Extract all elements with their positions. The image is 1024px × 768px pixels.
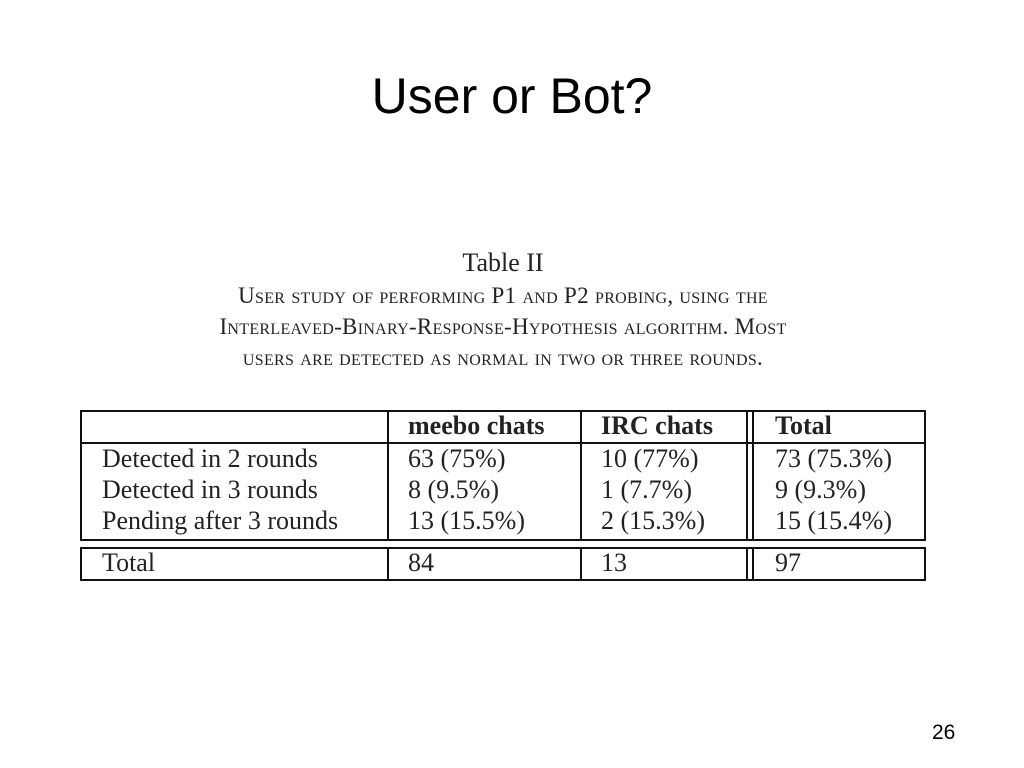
table-cell: 15 (15.4%) <box>775 506 892 535</box>
table-cell: 63 (75%) <box>408 444 506 473</box>
row-label: Detected in 3 rounds <box>102 475 318 504</box>
table-cell: 13 <box>601 548 627 577</box>
table-caption-line: Interleaved-Binary-Response-Hypothesis algorithm. Most <box>219 314 787 339</box>
table-caption <box>80 280 926 373</box>
table-cell: 2 (15.3%) <box>601 506 705 535</box>
column-divider <box>387 412 389 539</box>
column-divider <box>580 412 582 539</box>
page-number: 26 <box>932 721 956 744</box>
slide-title: User or Bot? <box>371 68 653 124</box>
table-label: Table II <box>462 248 544 277</box>
table-cell: 13 (15.5%) <box>408 506 525 535</box>
table-cell: 97 <box>775 548 801 577</box>
total-row <box>80 547 926 581</box>
table-caption-line: User study of performing P1 and P2 probing, using the <box>238 283 768 308</box>
row-label: Total <box>102 548 156 577</box>
column-divider <box>746 412 748 539</box>
column-divider <box>752 549 754 579</box>
table-cell: 73 (75.3%) <box>775 444 892 473</box>
column-divider <box>580 549 582 579</box>
table-cell: 9 (9.3%) <box>775 475 866 504</box>
column-header: meebo chats <box>408 411 545 440</box>
results-table <box>80 410 926 541</box>
table-cell: 84 <box>408 548 434 577</box>
table-caption-line: users are detected as normal in two or three rounds. <box>242 345 764 370</box>
column-header: Total <box>775 411 832 440</box>
row-label: Detected in 2 rounds <box>102 444 318 473</box>
table-cell: 8 (9.5%) <box>408 475 499 504</box>
column-divider <box>746 549 748 579</box>
column-divider <box>752 412 754 539</box>
table-cell: 10 (77%) <box>601 444 699 473</box>
table-cell: 1 (7.7%) <box>601 475 692 504</box>
column-divider <box>387 549 389 579</box>
row-label: Pending after 3 rounds <box>102 506 339 535</box>
column-header: IRC chats <box>601 411 713 440</box>
